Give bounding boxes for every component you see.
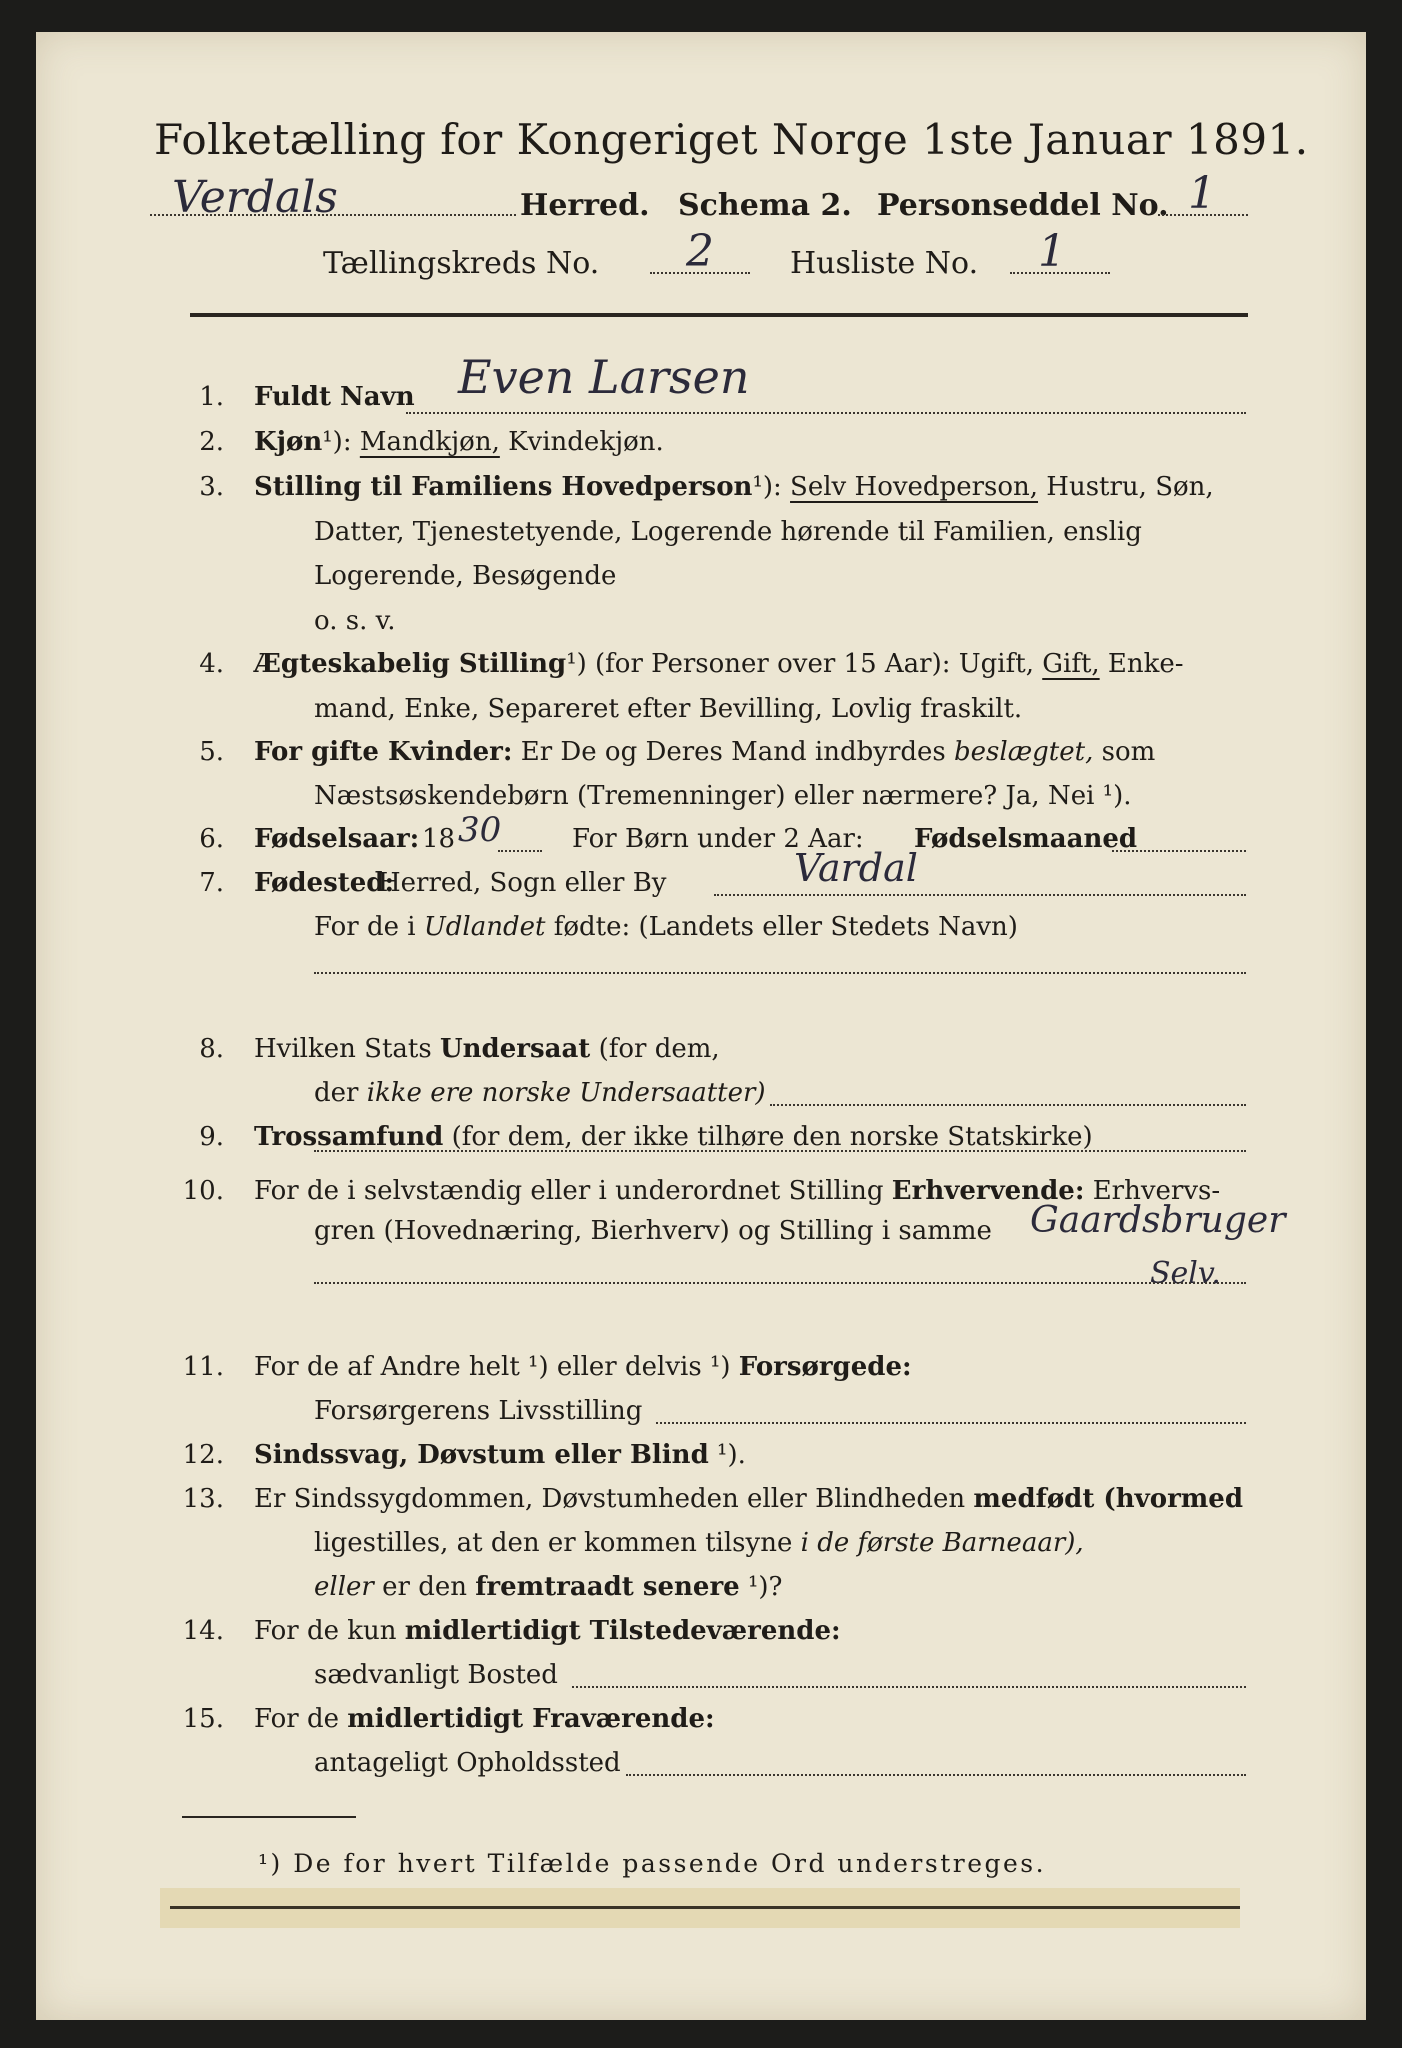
husliste-label: Husliste No. bbox=[790, 246, 979, 281]
q7-line2-italic: Udlandet bbox=[423, 912, 546, 942]
q9-dots bbox=[314, 1150, 1246, 1152]
q1-label: Fuldt Navn bbox=[254, 382, 415, 412]
q3-line1-rest: Hustru, Søn, bbox=[1046, 472, 1214, 502]
q13-line1b: medfødt (hvormed bbox=[973, 1484, 1244, 1514]
kreds-label: Tællingskreds No. bbox=[323, 246, 600, 281]
q6-label: Fødselsaar: bbox=[254, 824, 420, 854]
footnote: ¹) De for hvert Tilfælde passende Ord understreges. bbox=[258, 1849, 1047, 1878]
q3-label: Stilling til Familiens Hovedperson bbox=[254, 472, 753, 502]
q7-value: Vardal bbox=[794, 846, 918, 890]
q10-line1c: Erhvervs- bbox=[1092, 1176, 1221, 1206]
q11-dots bbox=[656, 1422, 1246, 1424]
q4-line1b: Enke- bbox=[1107, 649, 1184, 679]
husliste-value: 1 bbox=[1038, 226, 1066, 277]
q12-num: 12. bbox=[182, 1440, 224, 1470]
q3-sup: ¹): bbox=[752, 472, 782, 502]
herred-label: Herred. bbox=[520, 188, 650, 223]
q14-line2: sædvanligt Bosted bbox=[314, 1660, 558, 1690]
q3-opt-selv: Selv Hovedperson, bbox=[790, 472, 1039, 502]
q3-line4: o. s. v. bbox=[314, 606, 396, 636]
q7-label: Fødested: bbox=[254, 868, 395, 898]
q8-line2a: der bbox=[314, 1078, 359, 1108]
bottom-rule bbox=[170, 1906, 1240, 1909]
q3-line2: Datter, Tjenestetyende, Logerende hørende til Familien, enslig bbox=[314, 517, 1142, 547]
q8-line2-italic: ikke ere norske Undersaatter) bbox=[366, 1078, 766, 1108]
q6-label2: Fødselsmaaned bbox=[914, 824, 1138, 854]
header-divider bbox=[190, 313, 1248, 317]
q6-num: 6. bbox=[199, 824, 224, 854]
q9-text: (for dem, der ikke tilhøre den norske Statskirke) bbox=[451, 1122, 1093, 1152]
q15-dots bbox=[626, 1774, 1246, 1776]
q2-sup: ¹): bbox=[322, 427, 352, 457]
q9-num: 9. bbox=[199, 1122, 224, 1152]
q4-line2: mand, Enke, Separeret efter Bevilling, Lovlig fraskilt. bbox=[314, 694, 1023, 724]
q13-num: 13. bbox=[182, 1484, 224, 1514]
q2-label: Kjøn bbox=[254, 427, 323, 457]
q13-line3c: ¹)? bbox=[747, 1572, 783, 1602]
q5-num: 5. bbox=[199, 737, 224, 767]
q12-label: Sindssvag, Døvstum eller Blind bbox=[254, 1440, 709, 1470]
personseddel-label: Personseddel No. bbox=[877, 188, 1169, 223]
form-title: Folketælling for Kongeriget Norge 1ste Januar 1891. bbox=[154, 115, 1309, 164]
q2-num: 2. bbox=[199, 427, 224, 457]
q14-dots bbox=[572, 1686, 1246, 1688]
q11-line1b: Forsørgede: bbox=[738, 1352, 912, 1382]
q12-sup: ¹). bbox=[717, 1440, 746, 1470]
q11-line2: Forsørgerens Livsstilling bbox=[314, 1396, 643, 1426]
herred-value: Verdals bbox=[172, 172, 338, 223]
q2-opt-mandkjon: Mandkjøn, bbox=[359, 427, 500, 457]
q5-line1b: som bbox=[1101, 737, 1156, 767]
q15-line1b: midlertidigt Fraværende: bbox=[347, 1704, 715, 1734]
q10-value1: Gaardsbruger bbox=[1030, 1200, 1286, 1241]
q7-num: 7. bbox=[199, 868, 224, 898]
q13-line3b: fremtraadt senere bbox=[475, 1572, 740, 1602]
schema-label: Schema 2. bbox=[678, 188, 852, 223]
herred-dots bbox=[150, 214, 516, 216]
q5-line2: Næstsøskendebørn (Tremenninger) eller nærmere? Ja, Nei ¹). bbox=[314, 781, 1132, 811]
q15-line2: antageligt Opholdssted bbox=[314, 1748, 621, 1778]
q4-opt-gift: Gift, bbox=[1042, 649, 1100, 679]
q6-dots1 bbox=[498, 850, 542, 852]
q14-line1b: midlertidigt Tilstedeværende: bbox=[404, 1616, 841, 1646]
q6-dots2 bbox=[1112, 850, 1246, 852]
q6-prefix: 18 bbox=[422, 824, 456, 854]
q6-value: 30 bbox=[458, 810, 502, 850]
q13-line3-italic: eller bbox=[314, 1572, 374, 1602]
q13-line2-italic: i de første Barneaar), bbox=[800, 1528, 1084, 1558]
q2-opt-kvindekjon: Kvindekjøn. bbox=[508, 427, 664, 457]
footnote-rule bbox=[182, 1816, 356, 1818]
q10-value2: Selv. bbox=[1150, 1256, 1221, 1291]
q10-line1a: For de i selvstændig eller i underordnet Stilling bbox=[254, 1176, 884, 1206]
q4-num: 4. bbox=[199, 649, 224, 679]
q7-dots bbox=[714, 894, 1246, 896]
q6-mid: For Børn under 2 Aar: bbox=[572, 824, 864, 854]
husliste-dots bbox=[1010, 272, 1110, 274]
q4-label: Ægteskabelig Stilling bbox=[254, 649, 567, 679]
q14-line1a: For de kun bbox=[254, 1616, 397, 1646]
q1-value: Even Larsen bbox=[458, 350, 750, 404]
personseddel-value: 1 bbox=[1188, 168, 1216, 219]
q7-line2b: fødte: (Landets eller Stedets Navn) bbox=[553, 912, 1018, 942]
q11-num: 11. bbox=[182, 1352, 224, 1382]
q10-dots bbox=[314, 1282, 1246, 1284]
q13-line2a: ligestilles, at den er kommen tilsyne bbox=[314, 1528, 793, 1558]
q3-line3: Logerende, Besøgende bbox=[314, 561, 617, 591]
q7-line2a: For de i bbox=[314, 912, 416, 942]
q8-dots bbox=[770, 1104, 1246, 1106]
q7-text: Herred, Sogn eller By bbox=[378, 868, 667, 898]
q9-label: Trossamfund bbox=[254, 1122, 444, 1152]
q7-dots2 bbox=[314, 972, 1246, 974]
q15-line1a: For de bbox=[254, 1704, 339, 1734]
q8-num: 8. bbox=[199, 1034, 224, 1064]
q10-line2: gren (Hovednæring, Bierhverv) og Stilling i samme bbox=[314, 1216, 992, 1246]
q14-num: 14. bbox=[182, 1616, 224, 1646]
q5-label: For gifte Kvinder: bbox=[254, 737, 513, 767]
q13-line3a: er den bbox=[382, 1572, 467, 1602]
q3-num: 3. bbox=[199, 472, 224, 502]
personseddel-dots bbox=[1158, 214, 1248, 216]
q8-line1c: (for dem, bbox=[598, 1034, 720, 1064]
kreds-value: 2 bbox=[686, 226, 714, 277]
q5-line1-italic: beslægtet, bbox=[954, 737, 1094, 767]
q15-num: 15. bbox=[182, 1704, 224, 1734]
q8-line1b: Undersaat bbox=[439, 1034, 591, 1064]
q10-num: 10. bbox=[182, 1176, 224, 1206]
q5-line1a: Er De og Deres Mand indbyrdes bbox=[520, 737, 946, 767]
q8-line1a: Hvilken Stats bbox=[254, 1034, 432, 1064]
q11-line1a: For de af Andre helt ¹) eller delvis ¹) bbox=[254, 1352, 731, 1382]
kreds-dots bbox=[650, 272, 750, 274]
q1-dots bbox=[406, 412, 1246, 414]
q10-line1b: Erhvervende: bbox=[891, 1176, 1085, 1206]
q1-num: 1. bbox=[199, 382, 224, 412]
q4-line1a: ¹) (for Personer over 15 Aar): Ugift, bbox=[566, 649, 1034, 679]
q13-line1a: Er Sindssygdommen, Døvstumheden eller Blindheden bbox=[254, 1484, 966, 1514]
